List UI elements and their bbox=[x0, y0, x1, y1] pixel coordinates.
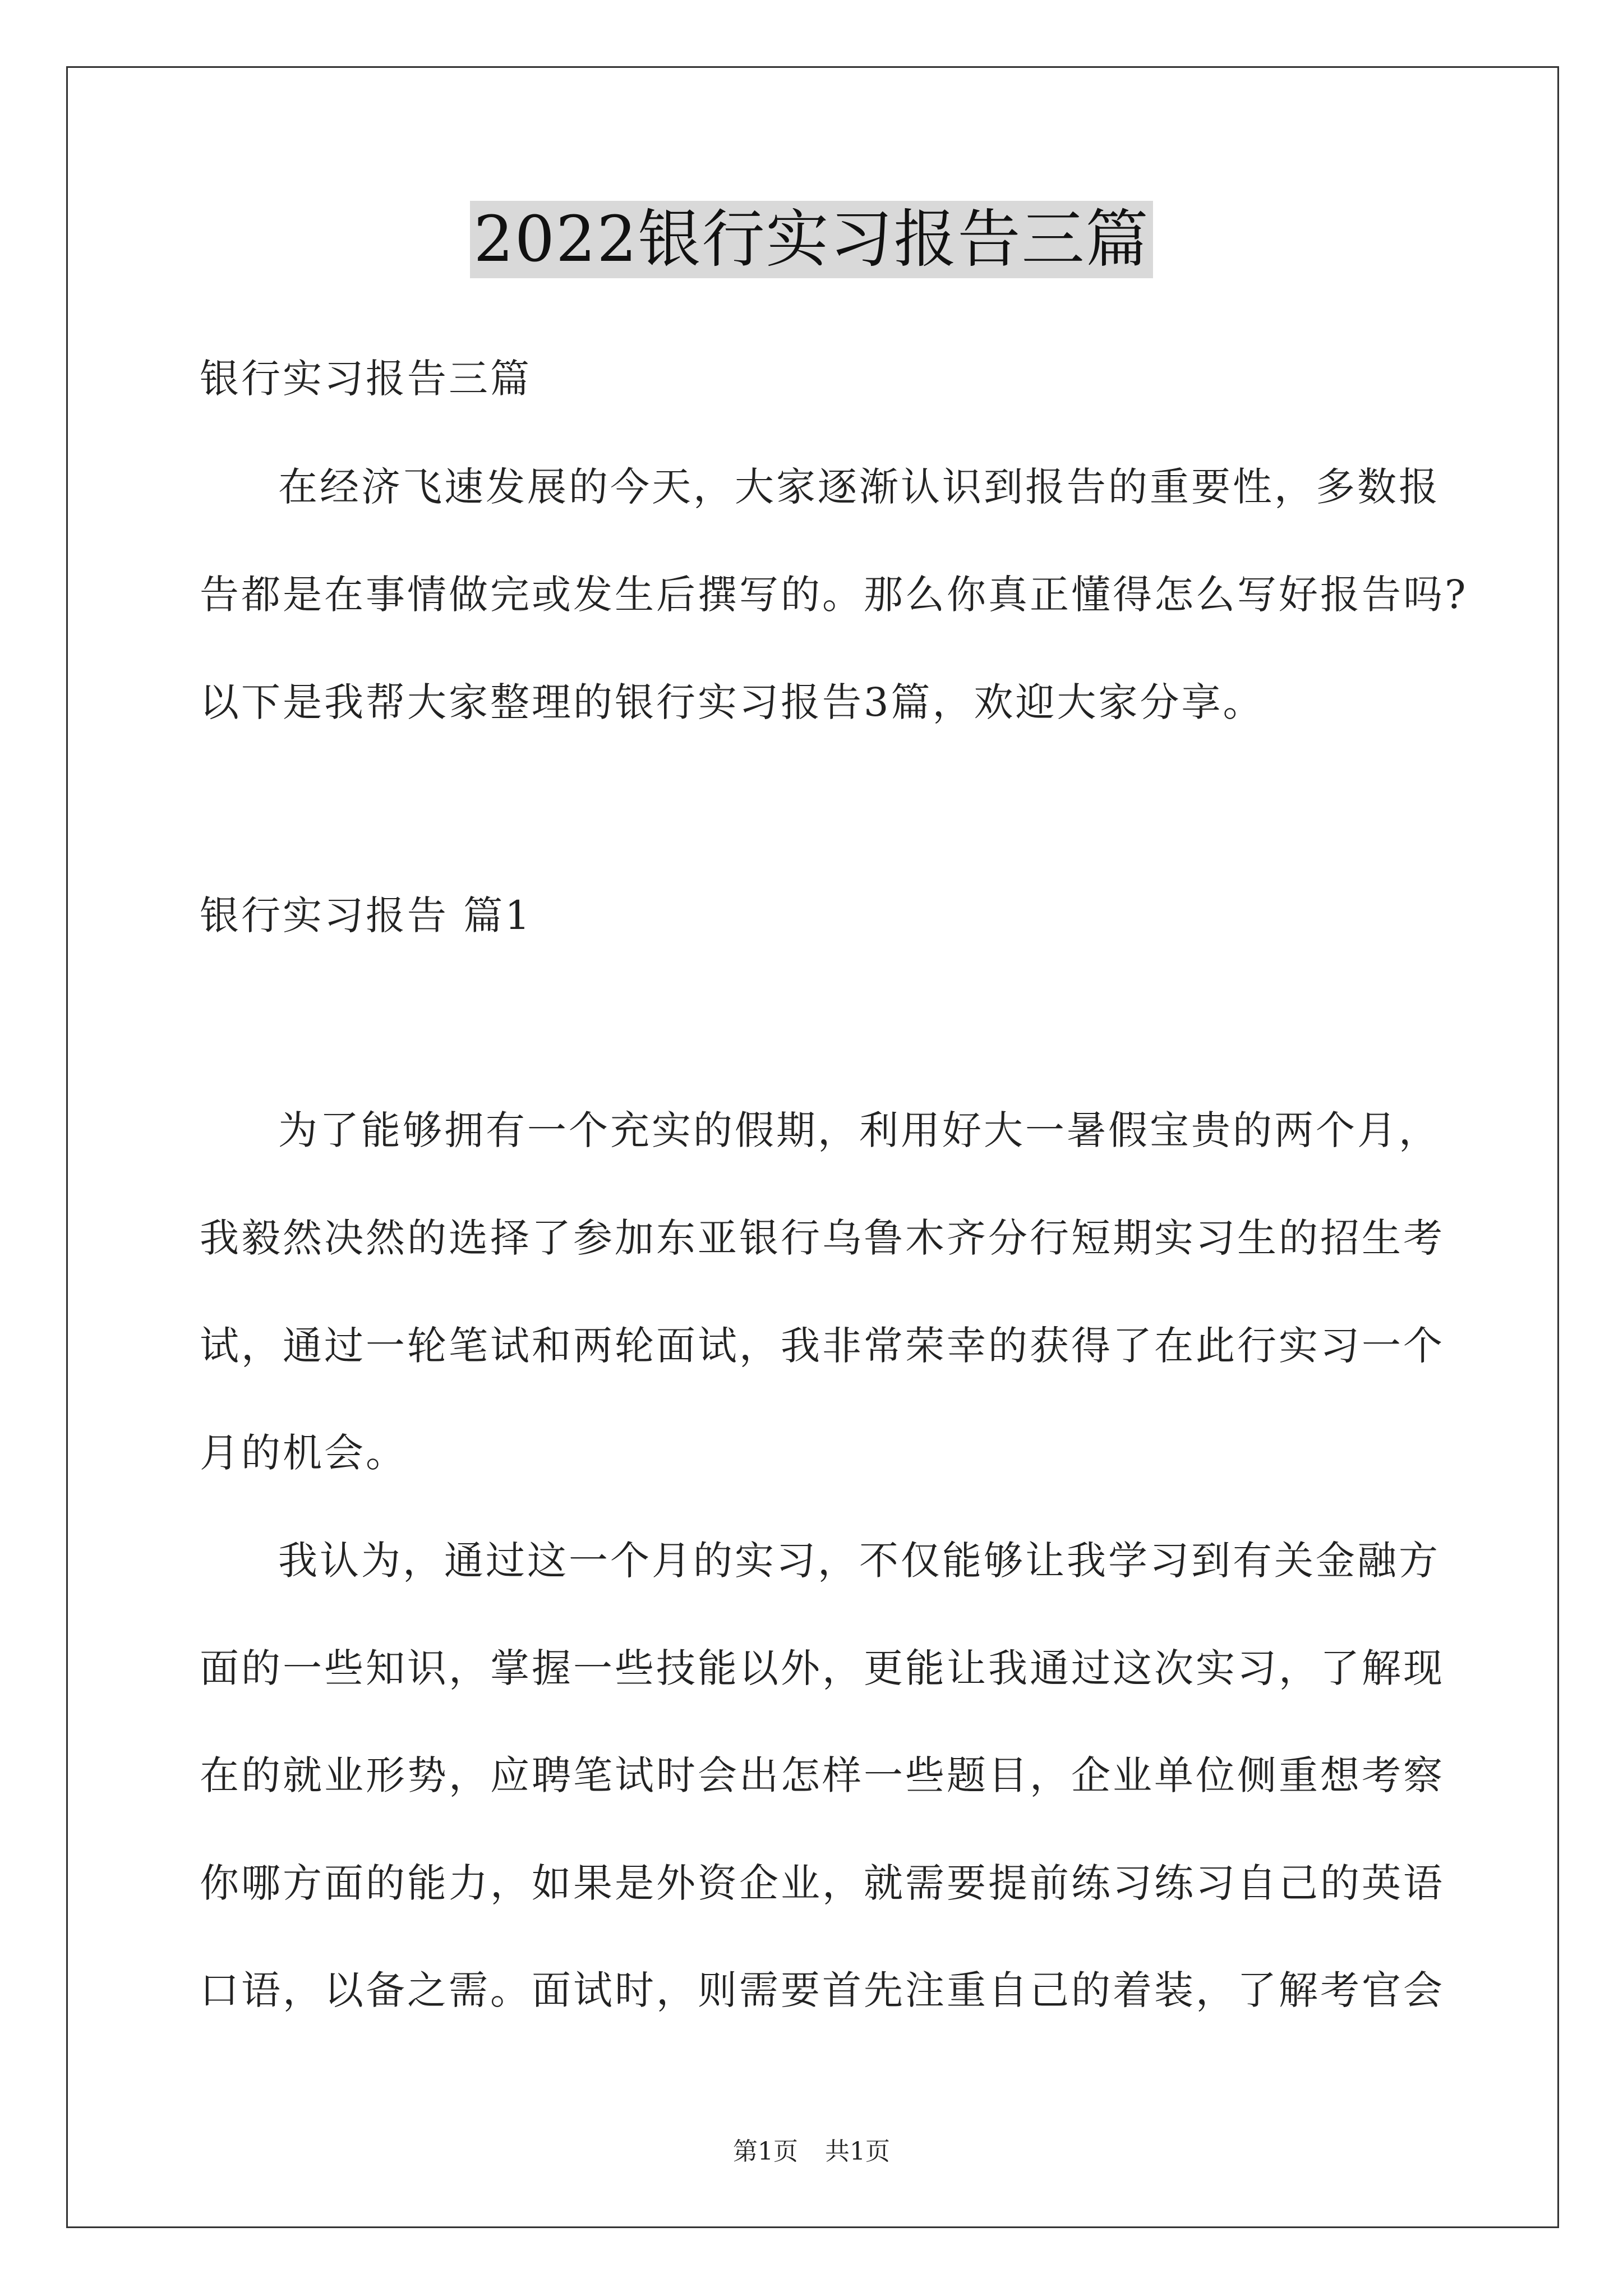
intro-line-1: 在经济飞速发展的今天，大家逐渐认识到报告的重要性，多数报 bbox=[278, 464, 1440, 510]
paragraph2-line-1: 我认为，通过这一个月的实习，不仅能够让我学习到有关金融方 bbox=[278, 1538, 1440, 1584]
section-heading: 银行实习报告 篇1 bbox=[200, 892, 532, 938]
paragraph2-line-3: 在的就业形势，应聘笔试时会出怎样一些题目，企业单位侧重想考察 bbox=[200, 1752, 1445, 1798]
paragraph2-line-5: 口语，以备之需。面试时，则需要首先注重自己的着装，了解考官会 bbox=[200, 1967, 1445, 2013]
paragraph1-line-2: 我毅然决然的选择了参加东亚银行乌鲁木齐分行短期实习生的招生考 bbox=[200, 1215, 1445, 1261]
page-number: 第1页 bbox=[733, 2137, 798, 2166]
intro-line-2: 告都是在事情做完或发生后撰写的。那么你真正懂得怎么写好报告吗? bbox=[200, 572, 1468, 618]
paragraph2-line-2: 面的一些知识，掌握一些技能以外，更能让我通过这次实习，了解现 bbox=[200, 1645, 1445, 1691]
page-footer bbox=[0, 2136, 1623, 2168]
page-total: 共1页 bbox=[825, 2137, 890, 2166]
paragraph1-line-4: 月的机会。 bbox=[200, 1430, 407, 1476]
document-title: 2022银行实习报告三篇 bbox=[470, 201, 1152, 278]
intro-line-3: 以下是我帮大家整理的银行实习报告3篇，欢迎大家分享。 bbox=[200, 679, 1265, 725]
paragraph1-line-3: 试，通过一轮笔试和两轮面试，我非常荣幸的获得了在此行实习一个 bbox=[200, 1323, 1445, 1369]
paragraph2-line-4: 你哪方面的能力，如果是外资企业，就需要提前练习练习自己的英语 bbox=[200, 1860, 1445, 1906]
subtitle: 银行实习报告三篇 bbox=[200, 356, 532, 402]
title-container bbox=[0, 201, 1623, 278]
paragraph1-line-1: 为了能够拥有一个充实的假期，利用好大一暑假宝贵的两个月， bbox=[278, 1107, 1440, 1153]
